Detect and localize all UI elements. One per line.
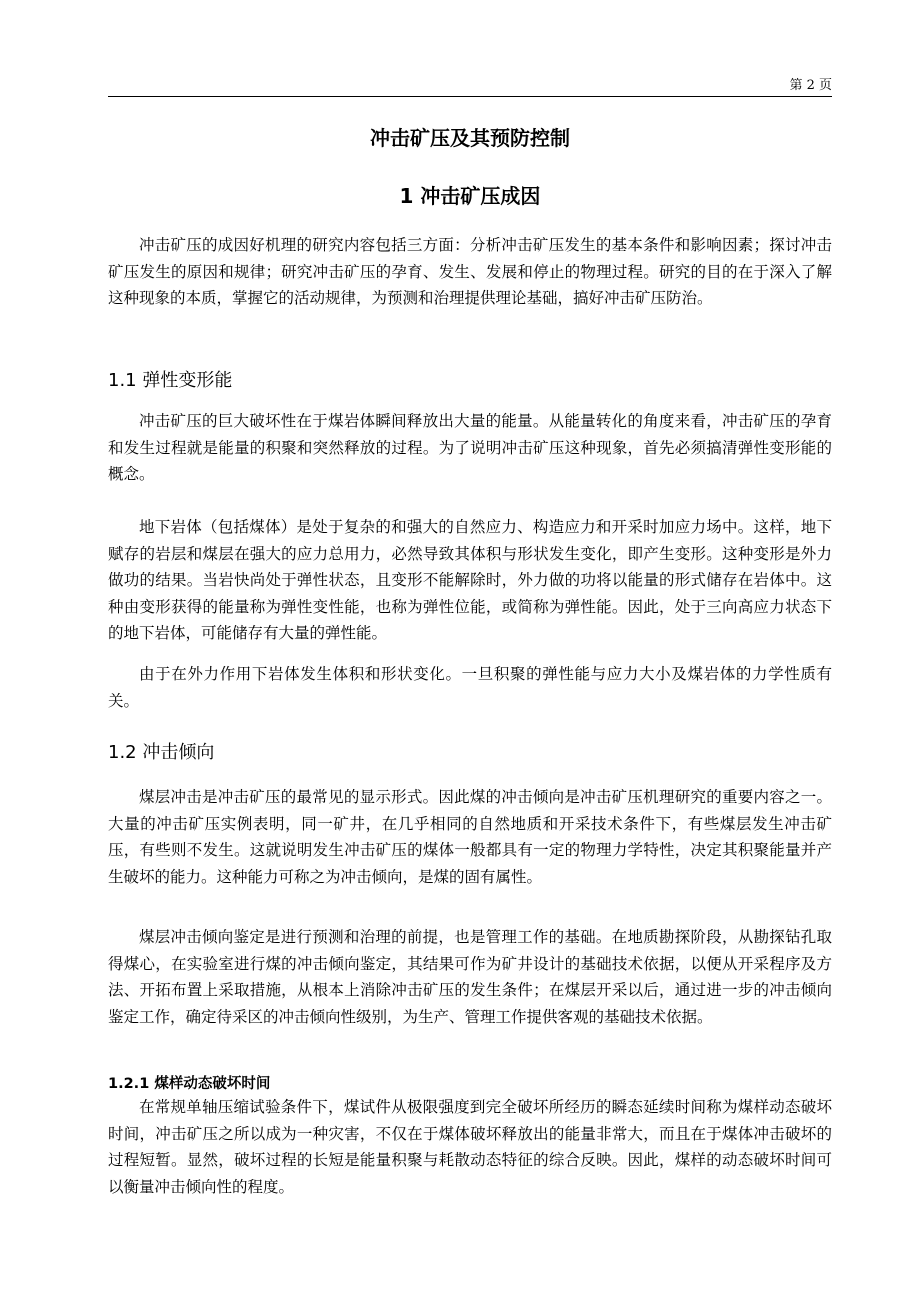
document-title: 冲击矿压及其预防控制 bbox=[370, 126, 570, 150]
section-1-2-paragraph-1: 煤层冲击是冲击矿压的最常见的显示形式。因此煤的冲击倾向是冲击矿压机理研究的重要内容之一。大量的冲击矿压实例表明，同一矿井，在几乎相同的自然地质和开采技术条件下，有些煤层发生冲击矿压，有些则不发生。这就说明发生冲击矿压的煤体一般都具有一定的物理力学特性，决定其积聚能量并产生破坏的能力。这种能力可称之为冲击倾向，是煤的固有属性。 bbox=[108, 788, 832, 886]
section-1-1-paragraph-3: 由于在外力作用下岩体发生体积和形状变化。一旦积聚的弹性能与应力大小及煤岩体的力学性质有关。 bbox=[108, 665, 832, 710]
section-1-1-paragraph-1: 冲击矿压的巨大破坏性在于煤岩体瞬间释放出大量的能量。从能量转化的角度来看，冲击矿压的孕育和发生过程就是能量的积聚和突然释放的过程。为了说明冲击矿压这种现象，首先必须搞清弹性变形能的概念。 bbox=[108, 412, 832, 483]
document-page bbox=[108, 0, 832, 1302]
section-1-1-paragraph-2: 地下岩体（包括煤体）是处于复杂的和强大的自然应力、构造应力和开采时加应力场中。这样，地下赋存的岩层和煤层在强大的应力总用力，必然导致其体积与形状发生变化，即产生变形。这种变形是外力做功的结果。当岩快尚处于弹性状态，且变形不能解除时，外力做的功将以能量的形式储存在岩体中。这种由变形获得的能量称为弹性变性能，也称为弹性位能，或简称为弹性能。因此，处于三向高应力状态下的地下岩体，可能储存有大量的弹性能。 bbox=[108, 518, 832, 642]
page-number: 第 2 页 bbox=[789, 78, 832, 93]
section-1-1-heading: 1.1 弹性变形能 bbox=[108, 370, 233, 391]
section-1-2-heading: 1.2 冲击倾向 bbox=[108, 742, 215, 763]
section-1-2-1-heading: 1.2.1 煤样动态破坏时间 bbox=[108, 1076, 271, 1092]
section-1-heading: 1 冲击矿压成因 bbox=[399, 184, 541, 208]
section-1-intro-paragraph: 冲击矿压的成因好机理的研究内容包括三方面：分析冲击矿压发生的基本条件和影响因素；探讨冲击矿压发生的原因和规律；研究冲击矿压的孕育、发生、发展和停止的物理过程。研究的目的在于深入了解这种现象的本质，掌握它的活动规律，为预测和治理提供理论基础，搞好冲击矿压防治。 bbox=[108, 236, 832, 307]
header-rule bbox=[108, 96, 832, 97]
section-1-2-1-paragraph-1: 在常规单轴压缩试验条件下，煤试件从极限强度到完全破坏所经历的瞬态延续时间称为煤样动态破坏时间，冲击矿压之所以成为一种灾害，不仅在于煤体破坏释放出的能量非常大，而且在于煤体冲击破坏的过程短暂。显然，破坏过程的长短是能量积聚与耗散动态特征的综合反映。因此，煤样的动态破坏时间可以衡量冲击倾向性的程度。 bbox=[108, 1098, 832, 1196]
section-1-2-paragraph-2: 煤层冲击倾向鉴定是进行预测和治理的前提，也是管理工作的基础。在地质勘探阶段，从勘探钻孔取得煤心，在实验室进行煤的冲击倾向鉴定，其结果可作为矿井设计的基础技术依据，以便从开采程序及方法、开拓布置上采取措施，从根本上消除冲击矿压的发生条件；在煤层开采以后，通过进一步的冲击倾向鉴定工作，确定待采区的冲击倾向性级别，为生产、管理工作提供客观的基础技术依据。 bbox=[108, 928, 832, 1026]
